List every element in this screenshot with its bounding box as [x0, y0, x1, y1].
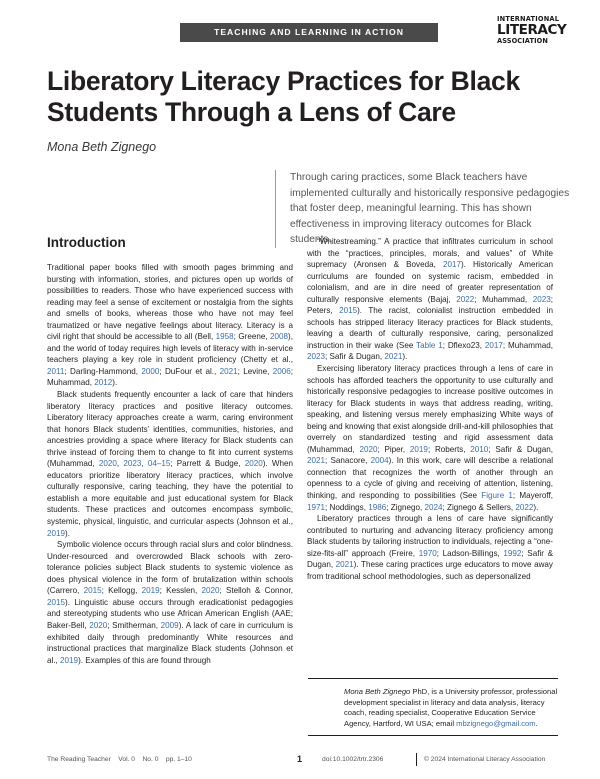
doi: doi:10.1002/trtr.2306 [322, 756, 384, 763]
citation-link[interactable]: 2020 [359, 444, 378, 454]
citation-link[interactable]: 2023 [307, 352, 326, 362]
citation-link[interactable]: 2009 [160, 620, 179, 630]
citation-link[interactable]: 2015 [339, 306, 358, 316]
column-right [307, 236, 553, 582]
footer-divider [416, 753, 417, 766]
ila-logo: INTERNATIONAL LITERACY ASSOCIATION [497, 15, 567, 46]
citation-link[interactable]: 2015 [83, 586, 102, 596]
author-name: Mona Beth Zignego [47, 140, 157, 154]
citation-link[interactable]: 2021 [307, 456, 326, 466]
citation-link[interactable]: 2012 [94, 378, 113, 388]
paragraph: Black students frequently encounter a lack of care that hinders liberatory literacy practices and positive literacy outcomes. Liberatory literacy approaches create a warm, caring environment that honors Black students’ identities, communities, histories, and ancestries providing a space where literacy for Black students can thrive instead of forcing them to change to fit into current systems (Muhammad, 2020, 2023, 04–15; Parrett & Budge, 2020). When educators prioritize liberatory literacy practices, which involve culturally responsive, caring teaching, they have the potential to establish a more equitable and just educational system for Black students. These practices and outcomes encompass symbolic, systemic, physical, linguistic, and curricular aspects (Johnson et al., 2019). [47, 390, 294, 538]
citation-link[interactable]: 2020 [98, 459, 117, 469]
table-link[interactable]: Table 1 [416, 340, 443, 350]
citation-link[interactable]: 2019 [409, 444, 428, 454]
citation-link[interactable]: 2004 [370, 456, 389, 466]
paragraph: Traditional paper books filled with smooth pages brimming and bursting with information, stories, and pictures open up worlds of possibilities to readers. Those who have experienced success with reading may feel a sense of excitement or nostalgia from the sights and smells of books, whereas those who have not may feel traumatized or have negative feelings about literacy. Literacy is a civil right that should be accessible to all (Bell, 1958; Greene, 2008), and the world of today requires high levels of literacy with in-service teachers playing a key role in student proficiency (Chetty et al., 2011; Darling-Hammond, 2000; DuFour et al., 2021; Levine, 2006; Muhammad, 2012). [47, 263, 293, 388]
citation-link[interactable]: 2019 [60, 655, 79, 665]
citation-link[interactable]: 04–15 [147, 459, 171, 469]
citation-link[interactable]: 2019 [47, 528, 66, 538]
page-number: 1 [297, 754, 303, 764]
figure-link[interactable]: Figure 1 [481, 491, 513, 501]
citation-link[interactable]: 2015 [47, 597, 66, 607]
citation-link[interactable]: 2021 [219, 366, 238, 376]
article-title: Liberatory Literacy Practices for Black Students Through a Lens of Care [47, 66, 520, 127]
section-heading-introduction: Introduction [47, 235, 126, 250]
paragraph: “Whitestreaming.” A practice that infiltrates curriculum in school with the “practices, principles, morals, and values” of White supremacy (Aronsen & Boveda, 2017). Historically American curriculums are founded on systemic racism, embedded in colonialism, and are in dire need of greater representation of culturally responsive elements (Bajaj, 2022; Muhammad, 2023; Peters, 2015). The racist, colonialist instruction embedded in schools has stripped literacy literacy practices for Black students, leaving a dearth of culturally responsive, caring, personalized instruction in their wake (See Table 1; Dflexo23, 2017; Muhammad, 2023; Safir & Dugan, 2021). [307, 237, 553, 362]
citation-link[interactable]: 2020 [201, 586, 220, 596]
citation-link[interactable]: 2010 [470, 444, 489, 454]
section-banner: TEACHING AND LEARNING IN ACTION [180, 23, 438, 42]
citation-link[interactable]: 2000 [141, 366, 160, 376]
citation-link[interactable]: 2021 [384, 352, 403, 362]
citation-link[interactable]: 2020 [244, 459, 263, 469]
paragraph: Exercising liberatory literacy practices through a lens of care in schools has afforded teachers the opportunity to use culturally and historically responsive pedagogies to increase positive outcomes in literacy for Black students in ways that address reading, writing, speaking, and listening versus merely emphasizing White ways of being and knowing that exist alongside drill-and-kill philosophies that overrely on standardized testing and rigid assessment data (Muhammad, 2020; Piper, 2019; Roberts, 2010; Safir & Dugan, 2021; Sanacore, 2004). In this work, care will describe a relational connection that recognizes the worth of another through an openness to a cycle of giving and receiving of attention, listening, thinking, and responding to possibilities (See Figure 1; Mayeroff, 1971; Noddings, 1986; Zignego, 2024; Zignego & Sellers, 2022). [307, 364, 553, 512]
citation-link[interactable]: 2019 [141, 586, 160, 596]
citation-link[interactable]: 2023 [123, 459, 142, 469]
citation-link[interactable]: 2017 [484, 340, 503, 350]
citation-link[interactable]: 2022 [515, 502, 534, 512]
footer-journal-info: The Reading Teacher Vol. 0 No. 0 pp. 1–10 [47, 756, 192, 763]
citation-link[interactable]: 2008 [270, 332, 289, 342]
citation-link[interactable]: 2024 [424, 502, 443, 512]
abstract: Through caring practices, some Black teachers have implemented culturally and historically responsive pedagogies that foster deep, meaningful learning. This has shown effectiveness in improving literacy outcomes for Black students. [275, 170, 575, 248]
citation-link[interactable]: 1971 [307, 502, 326, 512]
column-left [47, 262, 293, 666]
citation-link[interactable]: 1992 [503, 548, 522, 558]
citation-link[interactable]: 2023 [532, 294, 551, 304]
citation-link[interactable]: 1958 [215, 332, 234, 342]
citation-link[interactable]: 2022 [456, 294, 475, 304]
citation-link[interactable]: 2017 [442, 260, 461, 270]
citation-link[interactable]: 1986 [368, 502, 387, 512]
author-bio: Mona Beth Zignego PhD, is a University professor, professional development specialist in literacy and data analysis, literacy coach, reading specialist, Cooperative Education Service Agency, Hartford, WI USA; email mbzignego@gmail.com. [308, 678, 558, 736]
paragraph: Liberatory practices through a lens of care have significantly contributed to nurturing and advancing literacy proficiency among Black students by tailoring instruction to individuals, rejecting a “one-size-fits-all” approach (Freire, 1970; Ladson-Billings, 1992; Safir & Dugan, 2021). These caring practices urge educators to move away from traditional school methodologies, such as depersonalized [307, 514, 553, 581]
citation-link[interactable]: 2011 [47, 366, 65, 376]
bio-author-name: Mona Beth Zignego [344, 687, 411, 696]
citation-link[interactable]: 1970 [418, 548, 437, 558]
email-link[interactable]: mbzignego@gmail.com [456, 718, 536, 728]
citation-link[interactable]: 2020 [89, 620, 108, 630]
paragraph: Symbolic violence occurs through racial slurs and color blindness. Under-resourced and overcrowded Black schools with zero-tolerance policies subject Black students to systemic violence as does physical violence in the form of brutalization within schools (Carrero, 2015; Kellogg, 2019; Kesslen, 2020; Stelloh & Connor, 2015). Linguistic abuse occurs through eradicationist pedagogies and stereotyping students who use African American English (AAE; Baker-Bell, 2020; Smitherman, 2009). A lack of care in curriculum is exhibited daily through predominantly White resources and instructional practices that marginalize Black students (Johnson et al., 2019). Examples of this are found through [47, 540, 293, 665]
copyright: © 2024 International Literacy Association [424, 756, 546, 763]
citation-link[interactable]: 2006 [272, 366, 291, 376]
citation-link[interactable]: 2021 [335, 560, 354, 570]
